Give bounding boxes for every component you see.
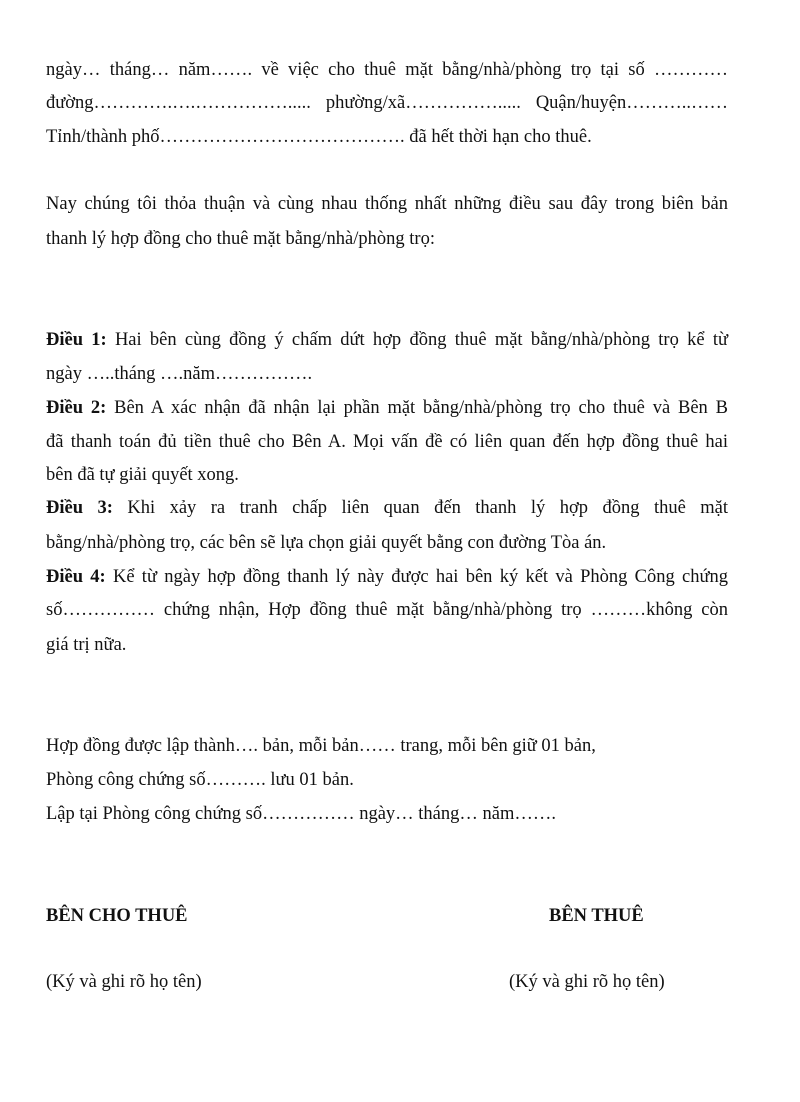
article-2-label: Điều 2: xyxy=(46,398,107,418)
lessor-title: BÊN CHO THUÊ xyxy=(46,906,188,926)
article-4-label: Điều 4: xyxy=(46,567,106,587)
closing-line-3: Lập tại Phòng công chứng số…………… ngày… tháng… năm……. xyxy=(46,804,556,824)
lessee-signature-note: (Ký và ghi rõ họ tên) xyxy=(509,972,665,992)
agreement-line-1: Nay chúng tôi thỏa thuận và cùng nhau thống nhất những điều sau đây trong biên bản xyxy=(46,194,728,214)
article-2-line-1: Điều 2: Bên A xác nhận đã nhận lại phần mặt bằng/nhà/phòng trọ cho thuê và Bên B xyxy=(46,398,728,418)
intro-line-1: ngày… tháng… năm……. về việc cho thuê mặt bằng/nhà/phòng trọ tại số ………… xyxy=(46,60,728,80)
intro-line-3: Tỉnh/thành phố…………………………………. đã hết thời hạn cho thuê. xyxy=(46,127,592,147)
lessor-signature-note: (Ký và ghi rõ họ tên) xyxy=(46,972,202,992)
article-4-line-2: số…………… chứng nhận, Hợp đồng thuê mặt bằng/nhà/phòng trọ ………không còn xyxy=(46,600,728,620)
article-1-line-1: Điều 1: Hai bên cùng đồng ý chấm dứt hợp đồng thuê mặt bằng/nhà/phòng trọ kể từ xyxy=(46,330,728,350)
intro-line-2: đường………….….……………..... phường/xã……………..... Quận/huyện………..…… xyxy=(46,93,728,113)
article-2-line-2: đã thanh toán đủ tiền thuê cho Bên A. Mọi vấn đề có liên quan đến hợp đồng thuê hai xyxy=(46,432,728,452)
article-1-label: Điều 1: xyxy=(46,330,107,350)
agreement-line-2: thanh lý hợp đồng cho thuê mặt bằng/nhà/phòng trọ: xyxy=(46,229,435,249)
lessee-title: BÊN THUÊ xyxy=(549,906,644,926)
closing-line-2: Phòng công chứng số………. lưu 01 bản. xyxy=(46,770,354,790)
closing-line-1: Hợp đồng được lập thành…. bản, mỗi bản…… trang, mỗi bên giữ 01 bản, xyxy=(46,736,596,756)
article-4-line-1: Điều 4: Kể từ ngày hợp đồng thanh lý này được hai bên ký kết và Phòng Công chứng xyxy=(46,567,728,587)
article-4-line-3: giá trị nữa. xyxy=(46,635,127,655)
article-3-label: Điều 3: xyxy=(46,498,113,518)
article-1-line-2: ngày …..tháng ….năm……………. xyxy=(46,364,313,384)
article-2-line-3: bên đã tự giải quyết xong. xyxy=(46,465,239,485)
article-3-line-1: Điều 3: Khi xảy ra tranh chấp liên quan đến thanh lý hợp đồng thuê mặt xyxy=(46,498,728,518)
article-3-line-2: bằng/nhà/phòng trọ, các bên sẽ lựa chọn giải quyết bằng con đường Tòa án. xyxy=(46,533,607,553)
